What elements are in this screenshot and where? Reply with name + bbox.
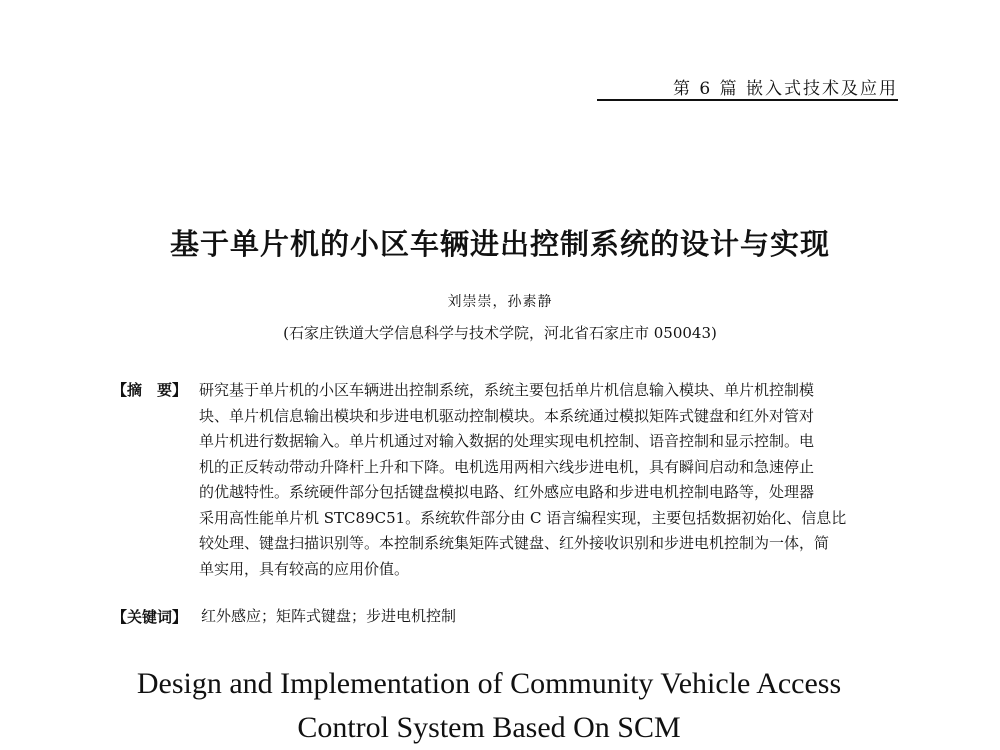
abstract-line: 研究基于单片机的小区车辆进出控制系统，系统主要包括单片机信息输入模块、单片机控制模 <box>199 381 815 399</box>
abstract-line: 块、单片机信息输出模块和步进电机驱动控制模块。本系统通过模拟矩阵式键盘和红外对管对 <box>199 406 815 425</box>
running-head-rule <box>597 99 898 101</box>
paper-title-english-line-2: Control System Based On SCM <box>297 711 681 744</box>
paper-title-english-line-1: Design and Implementation of Community Vehicle Access <box>136 667 842 700</box>
abstract-line: 机的正反转动带动升降杆上升和下降。电机选用两相六线步进电机，具有瞬间启动和急速停止 <box>199 457 815 476</box>
abstract-line: 采用高性能单片机 STC89C51。系统软件部分由 C 语言编程实现，主要包括数据初始化、信息比 <box>199 508 847 527</box>
running-head: 第 6 篇 嵌入式技术及应用 <box>672 79 898 99</box>
abstract-line: 较处理、键盘扫描识别等。本控制系统集矩阵式键盘、红外接收识别和步进电机控制为一体，简 <box>199 534 830 552</box>
keywords-text: 红外感应；矩阵式键盘；步进电机控制 <box>201 607 457 625</box>
affiliation: (石家庄铁道大学信息科学与技术学院，河北省石家庄市 050043) <box>283 324 717 342</box>
paper-title-english <box>0 662 978 750</box>
paper-title-chinese: 基于单片机的小区车辆进出控制系统的设计与实现 <box>169 227 830 261</box>
abstract-line: 的优越特性。系统硬件部分包括键盘模拟电路、红外感应电路和步进电机控制电路等，处理器 <box>199 483 815 501</box>
abstract-line: 单实用，具有较高的应用价值。 <box>199 559 410 578</box>
abstract-label: 【摘 要】 <box>112 381 188 399</box>
authors: 刘崇崇，孙素静 <box>447 294 553 310</box>
abstract-body <box>199 378 909 582</box>
keywords-label: 【关键词】 <box>112 608 188 626</box>
abstract-line: 单片机进行数据输入。单片机通过对输入数据的处理实现电机控制、语音控制和显示控制。电 <box>199 432 815 450</box>
